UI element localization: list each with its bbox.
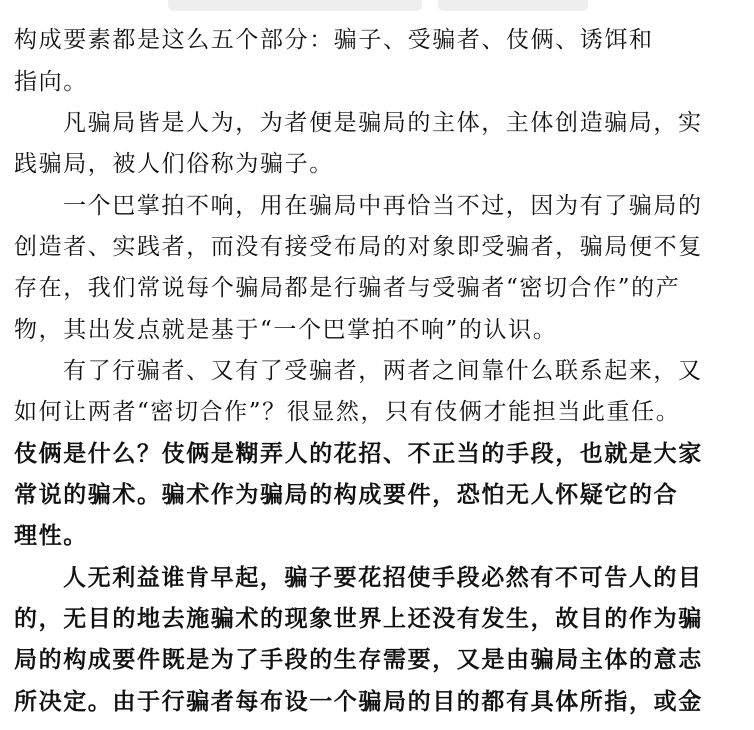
paragraph-line-2: 指向。 (14, 69, 88, 95)
paragraph-line-13: 理性。 (14, 522, 88, 549)
paragraph-line-17: 所决定。由于行骗者每布设一个骗局的目的都有具体所指，或金 (14, 688, 703, 715)
paragraph-line-9: 有了行骗者、又有了受骗者，两者之间靠什么联系起来，又 (63, 358, 703, 384)
paragraph-line-12: 常说的骗术。骗术作为骗局的构成要件，恐怕无人怀疑它的合 (14, 481, 679, 508)
paragraph-line-14: 人无利益谁肯早起，骗子要花招使手段必然有不可告人的目 (63, 564, 703, 591)
paragraph-line-6: 创造者、实践者，而没有接受布局的对象即受骗者，骗局便不复 (14, 234, 703, 260)
paragraph-line-11: 伎俩是什么？伎俩是糊弄人的花招、不正当的手段，也就是大家 (14, 440, 703, 467)
paragraph-line-7: 存在，我们常说每个骗局都是行骗者与受骗者“密切合作”的产 (14, 275, 681, 301)
paragraph-line-3: 凡骗局皆是人为，为者便是骗局的主体，主体创造骗局，实 (63, 110, 703, 136)
paragraph-line-1: 构成要素都是这么五个部分：骗子、受骗者、伎俩、诱饵和 (14, 27, 654, 53)
paragraph-line-16: 局的构成要件既是为了手段的生存需要，又是由骗局主体的意志 (14, 646, 703, 673)
paragraph-line-15: 的，无目的地去施骗术的现象世界上还没有发生，故目的作为骗 (14, 605, 703, 632)
paragraph-line-5: 一个巴掌拍不响，用在骗局中再恰当不过，因为有了骗局的 (63, 193, 703, 219)
paragraph-line-8: 物，其出发点就是基于“一个巴掌拍不响”的认识。 (14, 317, 558, 343)
paragraph-line-10: 如何让两者“密切合作”？很显然，只有伎俩才能担当此重任。 (14, 399, 681, 425)
paragraph-line-4: 践骗局，被人们俗称为骗子。 (14, 151, 334, 177)
